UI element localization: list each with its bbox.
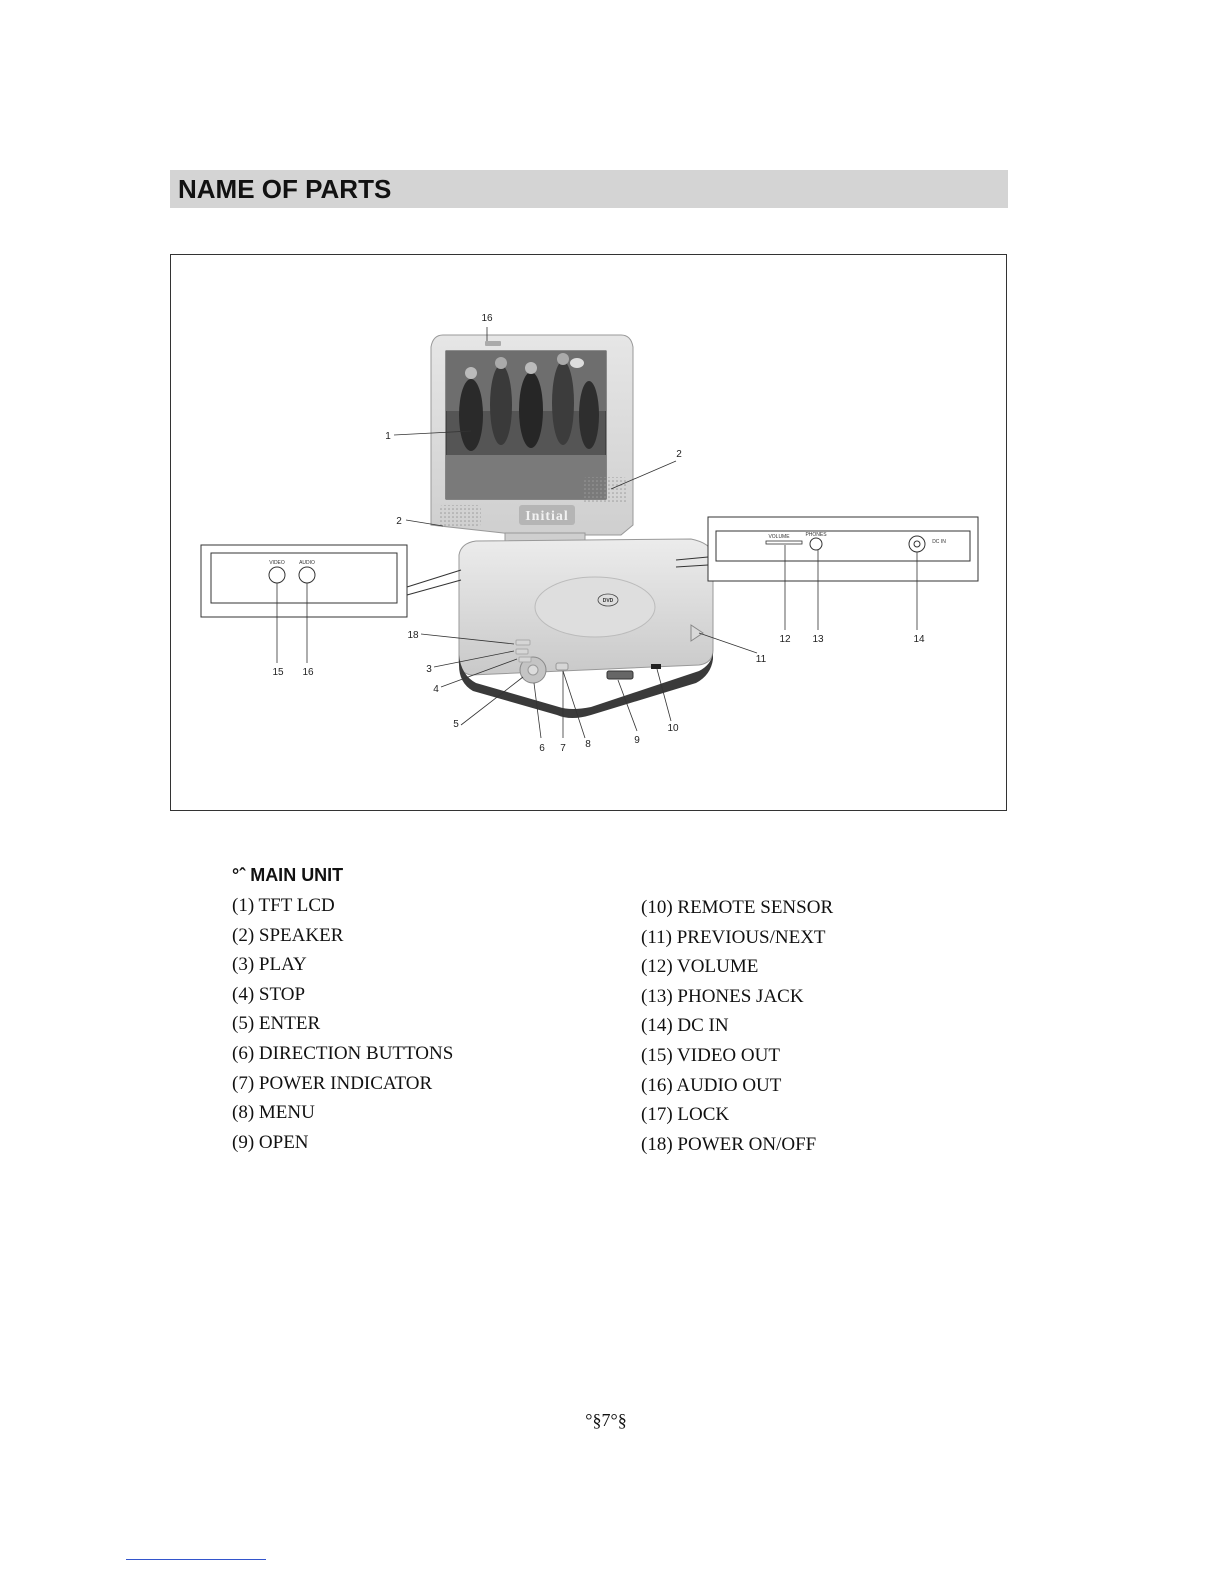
list-item: (9) OPEN [232, 1131, 309, 1153]
page-number: °§7°§ [585, 1410, 627, 1430]
list-item: (6) DIRECTION BUTTONS [232, 1042, 454, 1064]
list-item: (8) MENU [232, 1102, 315, 1124]
list-item: (4) STOP [232, 983, 306, 1005]
callout-8: 8 [585, 739, 591, 750]
callout-5: 5 [453, 719, 459, 730]
lock-tab [485, 341, 501, 346]
list-item: (14) DC IN [641, 1015, 729, 1037]
list-item: (3) PLAY [232, 954, 307, 976]
parts-list-left [232, 894, 453, 1160]
parts-diagram [170, 254, 1007, 811]
power-button [516, 640, 530, 645]
list-item: (13) PHONES JACK [641, 985, 804, 1007]
callout-15: 15 [272, 667, 284, 678]
stop-button [519, 657, 531, 662]
list-item: (11) PREVIOUS/NEXT [641, 926, 826, 948]
callout-7: 7 [560, 743, 566, 754]
dc-in-label: DC IN [932, 539, 946, 545]
callout-10: 10 [667, 723, 679, 734]
list-item: (17) LOCK [641, 1104, 730, 1126]
speaker-left [439, 505, 481, 527]
callout-16: 16 [302, 667, 314, 678]
callout-9: 9 [634, 735, 640, 746]
callout-13: 13 [812, 634, 824, 645]
phones-label: PHONES [805, 532, 827, 538]
callout-1: 1 [385, 431, 391, 442]
list-item: (7) POWER INDICATOR [232, 1072, 433, 1094]
list-item: (10) REMOTE SENSOR [641, 897, 834, 918]
footer-rule [126, 1559, 266, 1560]
disc-area [535, 577, 655, 637]
side-panel-inset [676, 517, 978, 581]
brand-text: Initial [525, 509, 569, 524]
list-item: (2) SPEAKER [232, 924, 344, 946]
callout-12: 12 [779, 634, 791, 645]
remote-sensor [651, 664, 661, 669]
dvd-player-illustration [171, 255, 1008, 812]
av-jacks-inset [201, 545, 461, 617]
dvd-logo: DVD [602, 598, 614, 604]
callout-2-left: 2 [396, 516, 402, 527]
section-title: °ˆ MAIN UNIT [232, 865, 344, 885]
page-title: NAME OF PARTS [178, 174, 392, 204]
open-button [607, 671, 633, 679]
menu-button [556, 663, 568, 670]
list-item: (15) VIDEO OUT [641, 1044, 780, 1066]
callout-17: 16 [481, 313, 493, 324]
list-item: (1) TFT LCD [232, 895, 335, 916]
callout-6: 6 [539, 743, 545, 754]
callout-3: 3 [426, 664, 432, 675]
tft-screen [446, 351, 606, 499]
list-item: (5) ENTER [232, 1013, 321, 1035]
callout-14: 14 [913, 634, 925, 645]
callout-11: 11 [755, 654, 767, 665]
list-item: (16) AUDIO OUT [641, 1074, 782, 1096]
volume-label: VOLUME [768, 534, 790, 540]
heading-bar [170, 170, 1008, 208]
list-item: (18) POWER ON/OFF [641, 1133, 817, 1155]
speaker-right [583, 477, 627, 503]
callout-2-right: 2 [676, 449, 682, 460]
play-button [516, 649, 528, 654]
list-item: (12) VOLUME [641, 956, 759, 978]
enter-button [528, 665, 538, 675]
callout-18: 18 [407, 630, 419, 641]
parts-list-right [641, 896, 833, 1162]
audio-jack-label: AUDIO [299, 560, 315, 566]
video-jack-label: VIDEO [269, 560, 285, 566]
callout-4: 4 [433, 684, 439, 695]
